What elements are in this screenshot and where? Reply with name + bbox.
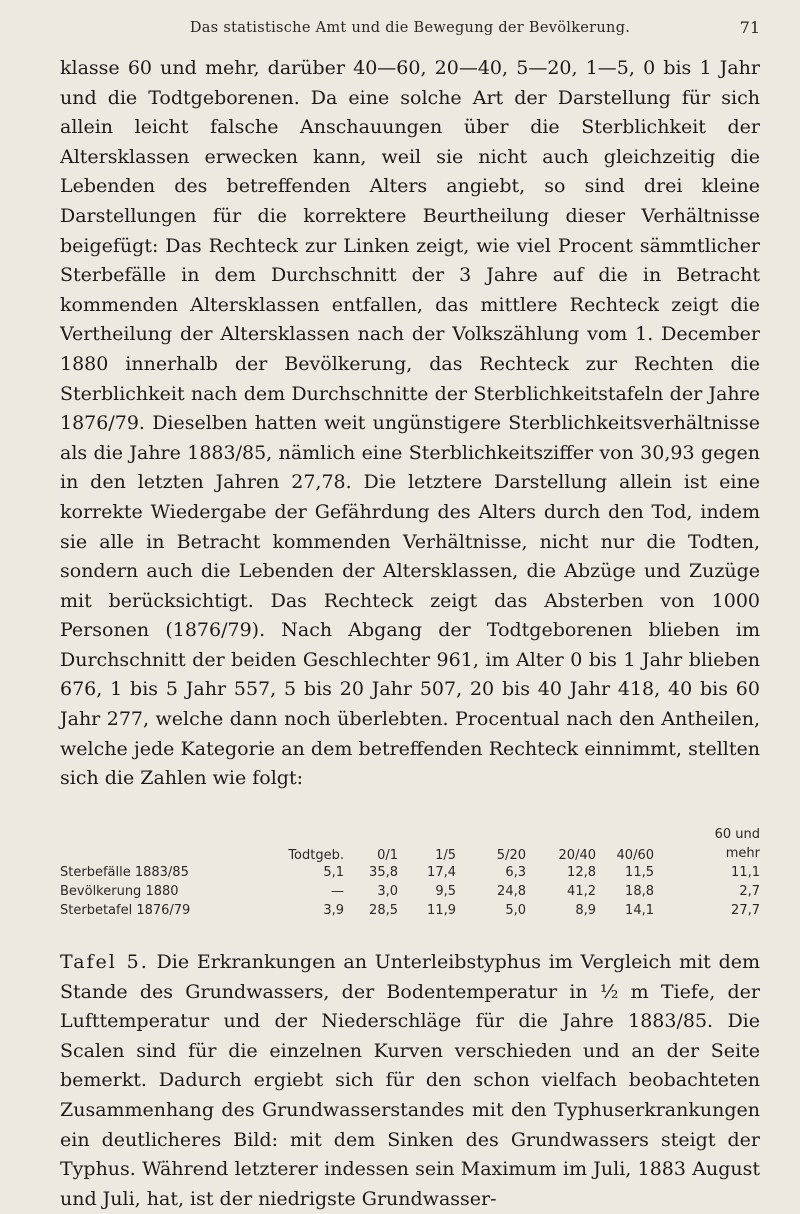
body-paragraph <box>60 948 760 1214</box>
table-cell: 5,1 <box>323 865 344 880</box>
table-row <box>60 901 760 920</box>
column-header-line: mehr <box>725 846 760 861</box>
table-cell: 11,9 <box>427 903 456 918</box>
table-cell: 14,1 <box>625 903 654 918</box>
table-row <box>60 882 760 901</box>
table-cell: 11,1 <box>731 865 760 880</box>
column-header-last <box>654 827 760 863</box>
statistics-table <box>60 827 760 920</box>
row-label: Sterbefälle 1883/85 <box>60 865 189 880</box>
column-header: 1/5 <box>435 848 456 863</box>
table-header-row <box>60 844 760 863</box>
table-corner <box>60 844 282 863</box>
table-cell: 17,4 <box>427 865 456 880</box>
table-cell: 24,8 <box>497 884 526 899</box>
tafel-description: Die Erkrankungen an Unterleibstyphus im Vergleich mit dem Stande des Grundwassers, der Bodentemperatur in ½ m Tiefe, der Lufttemperatur und der Niederschläge für die Jahre 1883/85. Die Scalen sind für die einzelnen Kurven verschieden und an der Seite bemerkt. Dadurch ergiebt sich für den schon vielfach beobachteten Zusammenhang des Grundwasserstandes mit den Typhuserkrankungen ein deutlicheres Bild: mit dem Sinken des Grundwassers steigt der Typhus. Während letzterer indessen sein Maximum im Juli, 1883 August und Juli, hat, ist der niedrigste Grundwasser- <box>60 951 761 1210</box>
table-cell: 8,9 <box>575 903 596 918</box>
column-header: 40/60 <box>616 848 654 863</box>
column-header: Todtgeb. <box>288 848 344 863</box>
tafel-label: Tafel 5. <box>60 951 149 973</box>
page-number: 71 <box>739 18 760 37</box>
table-cell: 3,0 <box>377 884 398 899</box>
body-paragraph: klasse 60 und mehr, darüber 40—60, 20—40, 5—20, 1—5, 0 bis 1 Jahr und die Todtgeborenen. Da eine solche Art der Darstellung für sich allein leicht falsche Anschauungen über die Sterblichkeit der Altersklassen erwecken kann, weil sie nicht auch gleichzeitig die Lebenden des betreffenden Alters angiebt, so sind drei kleine Darstellungen für die korrektere Beurtheilung dieser Verhältnisse beigefügt: Das Rechteck zur Linken zeigt, wie viel Procent sämmtlicher Sterbefälle in dem Durchschnitt der 3 Jahre auf die in Betracht kommenden Altersklassen entfallen, das mittlere Rechteck zeigt die Vertheilung der Altersklassen nach der Volkszählung vom 1. December 1880 innerhalb der Bevölkerung, das Rechteck zur Rechten die Sterblichkeit nach dem Durchschnitte der Sterblichkeitstafeln der Jahre 1876/79. Dieselben hatten weit ungünstigere Sterblichkeitsverhältnisse als die Jahre 1883/85, nämlich eine Sterblichkeitsziffer von 30,93 gegen in den letzten Jahren 27,78. Die letztere Darstellung allein ist eine korrekte Wiedergabe der Gefährdung des Alters durch den Tod, indem sie alle in Betracht kommenden Verhältnisse, nicht nur die Todten, sondern auch die Lebenden der Altersklassen, die Abzüge und Zuzüge mit berücksichtigt. Das Rechteck zeigt das Absterben von 1000 Personen (1876/79). Nach Abgang der Todtgeborenen blieben im Durchschnitt der beiden Geschlechter 961, im Alter 0 bis 1 Jahr blieben 676, 1 bis 5 Jahr 557, 5 bis 20 Jahr 507, 20 bis 40 Jahr 418, 40 bis 60 Jahr 277, welche dann noch überlebten. Procentual nach den Antheilen, welche jede Kategorie an dem betreffenden Rechteck einnimmt, stellten sich die Zahlen wie folgt: <box>60 57 760 790</box>
running-title: Das statistische Amt und die Bewegung der Bevölkerung. <box>189 20 631 36</box>
table-cell: 27,7 <box>731 903 760 918</box>
table-cell: 9,5 <box>435 884 456 899</box>
table-row <box>60 863 760 882</box>
table-cell: 18,8 <box>625 884 654 899</box>
column-header: 20/40 <box>558 848 596 863</box>
table-cell: 28,5 <box>369 903 398 918</box>
row-label: Bevölkerung 1880 <box>60 884 179 899</box>
table-cell: 11,5 <box>625 865 654 880</box>
table-cell: 2,7 <box>739 884 760 899</box>
table-cell: 41,2 <box>567 884 596 899</box>
table-cell: 35,8 <box>369 865 398 880</box>
column-header: 0/1 <box>377 848 398 863</box>
table-cell: 12,8 <box>567 865 596 880</box>
table-cell: — <box>331 884 344 899</box>
column-header-line: 60 und <box>714 827 760 842</box>
table-cell: 3,9 <box>323 903 344 918</box>
table-cell: 5,0 <box>505 903 526 918</box>
table-cell: 6,3 <box>505 865 526 880</box>
page-header <box>60 16 760 46</box>
row-label: Sterbetafel 1876/79 <box>60 903 191 918</box>
column-header: 5/20 <box>496 848 526 863</box>
